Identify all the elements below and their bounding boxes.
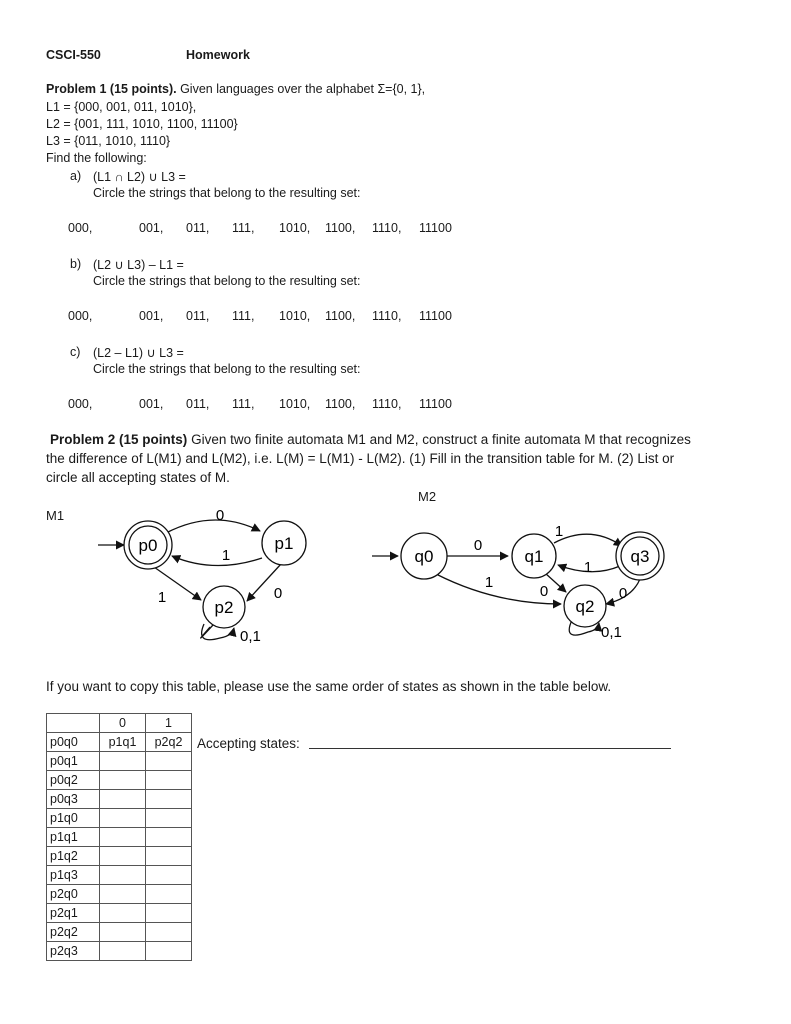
transition-cell[interactable] xyxy=(100,847,146,866)
accepting-states-label: Accepting states: xyxy=(197,736,300,751)
transition-cell[interactable] xyxy=(146,866,192,885)
m1-label-p2-loop: 0,1 xyxy=(240,628,261,645)
part-b-expression: (L2 ∪ L3) – L1 = xyxy=(93,258,184,272)
m1-label-p1-p2: 0 xyxy=(273,585,283,602)
option-string[interactable]: 1100, xyxy=(325,309,356,323)
option-string[interactable]: 1110, xyxy=(372,309,402,323)
state-cell: p0q1 xyxy=(47,752,100,771)
transition-cell[interactable] xyxy=(100,752,146,771)
option-string[interactable]: 011, xyxy=(186,221,210,235)
state-cell: p2q3 xyxy=(47,942,100,961)
transition-cell[interactable] xyxy=(146,809,192,828)
problem1-statement xyxy=(46,82,425,96)
table-row xyxy=(47,752,192,771)
state-p1-label: p1 xyxy=(274,534,294,553)
language-l2: L2 = {001, 111, 1010, 1100, 11100} xyxy=(46,117,238,131)
part-a-expression: (L1 ∩ L2) ∪ L3 = xyxy=(93,170,186,184)
transition-cell[interactable] xyxy=(100,790,146,809)
state-q1-label: q1 xyxy=(524,547,544,566)
problem2-line1 xyxy=(50,432,691,447)
option-string[interactable]: 11100 xyxy=(419,221,452,235)
option-string[interactable]: 000, xyxy=(68,309,93,323)
transition-cell[interactable] xyxy=(146,752,192,771)
option-string[interactable]: 1110, xyxy=(372,221,402,235)
table-row xyxy=(47,866,192,885)
transition-cell[interactable] xyxy=(100,771,146,790)
problem2-line2: the difference of L(M1) and L(M2), i.e. L(M) = L(M1) - L(M2). (1) Fill in the transition table for M. (2) List or xyxy=(46,451,675,466)
transition-cell[interactable] xyxy=(100,942,146,961)
part-c-label: c) xyxy=(70,345,81,359)
state-q0-label: q0 xyxy=(414,547,434,566)
transition-cell[interactable] xyxy=(100,866,146,885)
table-row xyxy=(47,923,192,942)
option-string[interactable]: 000, xyxy=(68,221,93,235)
transition-cell[interactable] xyxy=(146,942,192,961)
state-q2-label: q2 xyxy=(575,597,595,616)
table-header-cell: 1 xyxy=(146,714,192,733)
table-row xyxy=(47,828,192,847)
state-cell: p2q0 xyxy=(47,885,100,904)
option-string[interactable]: 011, xyxy=(186,397,210,411)
option-string[interactable]: 111, xyxy=(232,221,255,235)
state-q3-label: q3 xyxy=(630,547,650,566)
part-a-instruction: Circle the strings that belong to the resulting set: xyxy=(93,186,361,200)
transition-cell[interactable] xyxy=(100,904,146,923)
option-string[interactable]: 111, xyxy=(232,309,255,323)
problem2-line3: circle all accepting states of M. xyxy=(46,470,230,485)
m2-label-q3-q2: 0 xyxy=(618,585,628,602)
accepting-states-answer-line[interactable] xyxy=(309,748,671,749)
language-l3: L3 = {011, 1010, 1110} xyxy=(46,134,171,148)
m1-diagram xyxy=(98,507,306,645)
problem1-intro: Given languages over the alphabet Σ={0, 1}, xyxy=(180,82,426,96)
option-string[interactable]: 111, xyxy=(232,397,255,411)
transition-cell[interactable] xyxy=(100,885,146,904)
part-c-expression: (L2 – L1) ∪ L3 = xyxy=(93,346,184,360)
table-row xyxy=(47,733,192,752)
option-string[interactable]: 1010, xyxy=(279,309,311,323)
transition-cell[interactable]: p1q1 xyxy=(100,733,146,752)
problem2-points: (15 points) xyxy=(119,432,188,447)
option-string[interactable]: 1110, xyxy=(372,397,402,411)
state-cell: p0q3 xyxy=(47,790,100,809)
course-code: CSCI-550 xyxy=(46,48,101,62)
option-string[interactable]: 1010, xyxy=(279,397,311,411)
state-cell: p0q0 xyxy=(47,733,100,752)
transition-cell[interactable] xyxy=(146,847,192,866)
language-l1: L1 = {000, 001, 011, 1010}, xyxy=(46,100,197,114)
m2-label-q0-q1: 0 xyxy=(473,537,483,554)
document-title: Homework xyxy=(186,48,250,62)
option-string[interactable]: 1100, xyxy=(325,221,356,235)
transition-cell[interactable] xyxy=(146,828,192,847)
m1-label-p0-p2: 1 xyxy=(157,589,167,606)
m2-label-q3-q1: 1 xyxy=(583,559,593,576)
transition-cell[interactable] xyxy=(146,885,192,904)
transition-cell[interactable] xyxy=(146,771,192,790)
table-row xyxy=(47,885,192,904)
part-a-label: a) xyxy=(70,169,82,183)
transition-cell[interactable] xyxy=(146,923,192,942)
m1-edge-p1-p0 xyxy=(172,556,262,566)
table-row xyxy=(47,809,192,828)
table-row xyxy=(47,942,192,961)
m2-label-q1-q3: 1 xyxy=(554,523,564,540)
problem2-text: Given two finite automata M1 and M2, construct a finite automata M that recognizes xyxy=(191,432,691,447)
m2-label-q1-q2: 0 xyxy=(539,583,549,600)
option-string[interactable]: 001, xyxy=(139,221,164,235)
m2-diagram xyxy=(372,523,664,641)
table-row xyxy=(47,904,192,923)
m1-label: M1 xyxy=(46,508,65,523)
part-b-instruction: Circle the strings that belong to the resulting set: xyxy=(93,274,361,288)
option-string[interactable]: 11100 xyxy=(419,397,452,411)
problem2-heading: Problem 2 xyxy=(50,432,116,447)
problem1-heading: Problem 1 (15 points). xyxy=(46,82,177,96)
option-string[interactable]: 000, xyxy=(68,397,93,411)
part-c-instruction: Circle the strings that belong to the resulting set: xyxy=(93,362,361,376)
m2-edge-q1-q3 xyxy=(554,534,622,546)
option-string[interactable]: 11100 xyxy=(419,309,452,323)
state-p2-label: p2 xyxy=(214,598,234,617)
table-row xyxy=(47,847,192,866)
find-instruction: Find the following: xyxy=(46,151,147,165)
state-p0-label: p0 xyxy=(138,536,158,555)
transition-table xyxy=(46,713,192,961)
state-cell: p2q1 xyxy=(47,904,100,923)
state-cell: p1q3 xyxy=(47,866,100,885)
transition-cell[interactable]: p2q2 xyxy=(146,733,192,752)
copy-table-note: If you want to copy this table, please use the same order of states as shown in the table below. xyxy=(46,679,612,694)
automata-diagrams xyxy=(0,495,791,655)
transition-cell[interactable] xyxy=(100,828,146,847)
table-header-cell xyxy=(47,714,100,733)
option-string[interactable]: 001, xyxy=(139,309,164,323)
state-cell: p2q2 xyxy=(47,923,100,942)
m1-label-p1-p0: 1 xyxy=(221,547,231,564)
m2-label-q2-loop: 0,1 xyxy=(601,624,622,641)
option-string[interactable]: 1100, xyxy=(325,397,356,411)
part-b-label: b) xyxy=(70,257,82,271)
state-cell: p0q2 xyxy=(47,771,100,790)
transition-cell[interactable] xyxy=(146,790,192,809)
option-string[interactable]: 011, xyxy=(186,309,210,323)
m2-label: M2 xyxy=(418,489,437,504)
m1-edge-p0-p1 xyxy=(166,520,260,533)
option-string[interactable]: 1010, xyxy=(279,221,311,235)
state-cell: p1q0 xyxy=(47,809,100,828)
state-cell: p1q1 xyxy=(47,828,100,847)
transition-cell[interactable] xyxy=(100,809,146,828)
table-row xyxy=(47,790,192,809)
option-string[interactable]: 001, xyxy=(139,397,164,411)
m2-label-q0-q2: 1 xyxy=(484,574,494,591)
transition-cell[interactable] xyxy=(146,904,192,923)
table-row xyxy=(47,771,192,790)
table-header-cell: 0 xyxy=(100,714,146,733)
transition-cell[interactable] xyxy=(100,923,146,942)
m1-label-p0-p1: 0 xyxy=(215,507,225,524)
table-header-row xyxy=(47,714,192,733)
state-cell: p1q2 xyxy=(47,847,100,866)
